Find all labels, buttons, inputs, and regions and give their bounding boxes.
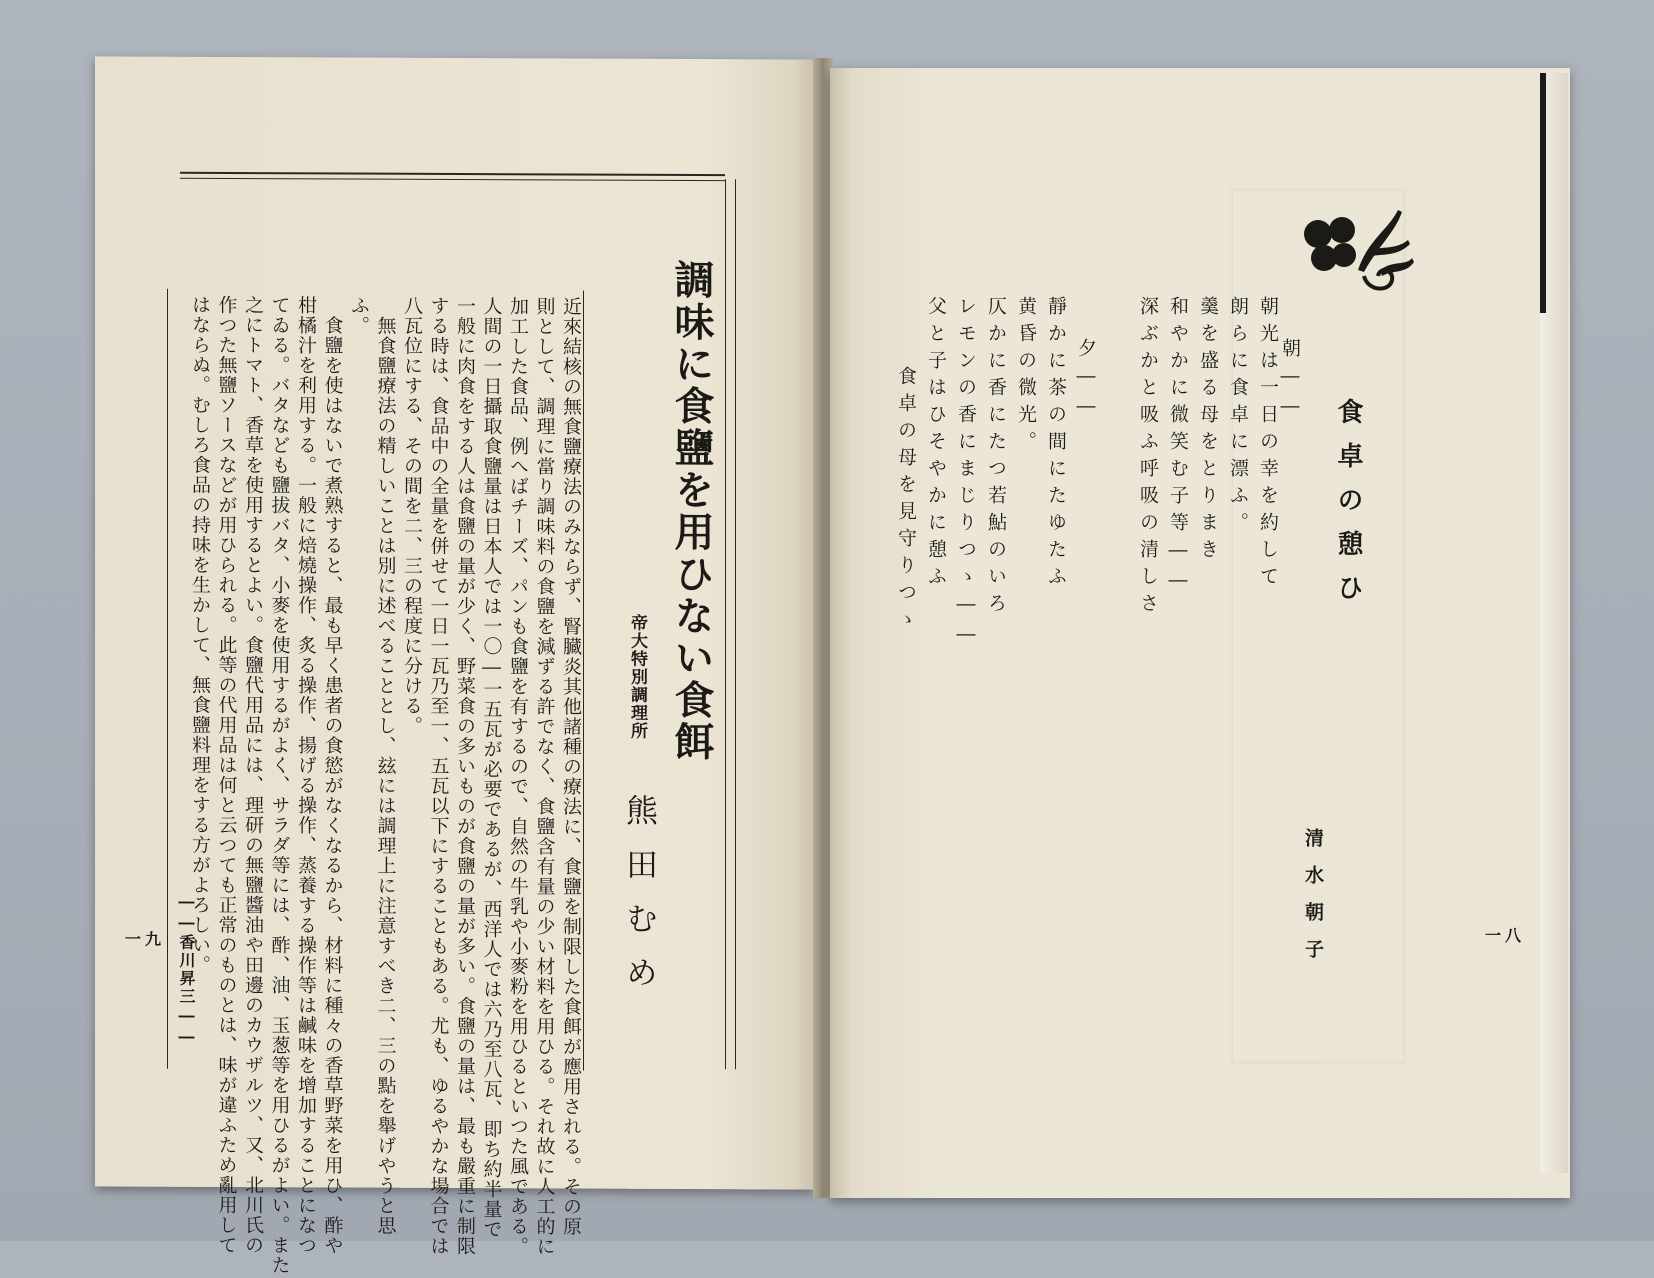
poem-line: 靜かに茶の間にたゆたふ (1045, 296, 1067, 593)
poem-line: 深ぶかと吸ふ呼吸の清しさ (1137, 296, 1159, 620)
body-line: 無食鹽療法の精しいことは別に述べることとし、玆には調理上に注意すべき二、三の點を舉げやうと思 (374, 315, 397, 1236)
left-page (95, 56, 815, 1276)
clover-ornament-icon (1298, 200, 1416, 300)
body-line: 一般に肉食をする人は食鹽の量が少く、野菜食の多いものが食鹽の量が多い。食鹽の量は、最も嚴重に制限 (454, 295, 476, 1257)
section-heading: 夕―― (1075, 338, 1097, 425)
poem-line: 食卓の母を見守りつゝ (895, 366, 917, 636)
poem-title: 食卓の憩ひ (1333, 398, 1363, 618)
title-rule-outer (735, 179, 736, 1069)
body-rule-left (167, 289, 168, 1069)
body-line: 之にトマト、香草を使用するとよい。食鹽代用品には、理研の無鹽醬油や田邊のカウザルツ、又、北川氏の (242, 295, 264, 1256)
poem-line: 羹を盛る母をとりまき (1197, 296, 1219, 566)
poem-line: 朗らに食卓に漂ふ。 (1227, 296, 1249, 539)
editor-credit: ――香川昇三―― (177, 891, 196, 1048)
poem-line: 和やかに微笑む子等―― (1167, 296, 1189, 599)
body-line: 近來結核の無食鹽療法のみならず、腎臓炎其他諸種の療法に、食鹽を制限した食餌が應用される。その原 (560, 296, 582, 1237)
body-line: 作つた無鹽ソースなどが用ひられる。此等の代用品は何と云つても正常のものとは、味が違ふため亂用して (215, 294, 238, 1256)
body-line: 食鹽を使はないで煮熟すると、最も早く患者の食慾がなくなるから、材料に種々の香草野菜を用ひ、酢や (321, 315, 344, 1256)
body-line: 則として、調理に當り調味料の食鹽を減ずる許でなく、食鹽含有量の少い材料を用ひる。それ故に人工的に (533, 296, 556, 1257)
article-title: 調味に食鹽を用ひない食餌 (668, 258, 715, 764)
body-line: する時は、食品中の全量を併せて一日一瓦乃至一、五瓦以下にすることもある。尤も、ゆるやかな場合では (427, 295, 450, 1256)
page-edge (1540, 73, 1568, 1173)
poem-line: 朝光は一日の幸を約して (1257, 296, 1279, 593)
article-author: 熊田むめ (621, 793, 659, 1010)
title-rule-inner (725, 179, 726, 1069)
body-line: てゐる。バタなども鹽拔バタ、小麥を使用するがよく、サラダ等には、酢、油、玉葱等を用ひるがよい。また (268, 295, 291, 1276)
section-heading: 朝―― (1279, 338, 1301, 425)
poem-line: 父と子はひそやかに憩ふ (925, 296, 947, 593)
poem-author: 清水朝子 (1302, 828, 1324, 976)
poem-line: レモンの香にまじりつゝ―― (955, 296, 977, 653)
body-line: ふ。 (348, 295, 370, 336)
body-line: 加工した食品、例へばチーズ、パンも食鹽を有するので、自然の牛乳や小麥粉を用ひるといつた風である。 (507, 296, 529, 1257)
body-line: 人間の一日攝取食鹽量は日本人では一〇―一五瓦が必要であるが、西洋人では六乃至八瓦、即ち約半量で (480, 296, 503, 1240)
poem-line: 仄かに香にたつ若鮎のいろ (985, 296, 1007, 620)
open-book (95, 58, 1565, 1276)
body-line: 八瓦位にする、その間を二、三の程度に分ける。 (401, 295, 423, 736)
page-number-left: 一九 (125, 929, 166, 949)
author-affiliation: 帝大特別調理所 (627, 613, 647, 740)
body-line: 柑橘汁を利用する。一般に焙燒操作、炙る操作、揚げる操作、蒸養する操作等は鹹味を增加することになつ (295, 295, 317, 1256)
right-page (830, 68, 1570, 1198)
page-number-right: 一八 (1485, 926, 1526, 945)
body-line: はならぬ。むしろ食品の持味を生かして、無食鹽料理をする方がよろしい。 (189, 294, 211, 975)
poem-line: 黄昏の微光。 (1015, 296, 1037, 458)
top-rule (180, 172, 725, 181)
